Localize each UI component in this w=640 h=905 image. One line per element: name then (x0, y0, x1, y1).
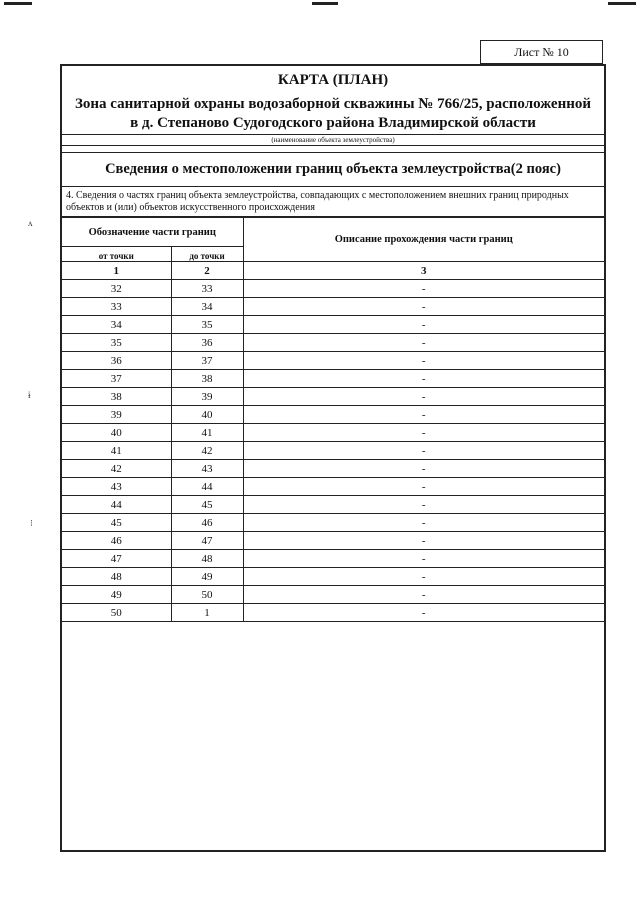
margin-mark: ⁝ (30, 518, 33, 528)
table-row (62, 586, 604, 604)
table-empty-space (62, 622, 604, 640)
cell-description: - (243, 298, 604, 316)
cell-description: - (243, 316, 604, 334)
cell-from-point: 41 (62, 442, 171, 460)
cell-description: - (243, 460, 604, 478)
table-row (62, 334, 604, 352)
table-row (62, 550, 604, 568)
cell-from-point: 45 (62, 514, 171, 532)
cell-to-point: 41 (171, 424, 243, 442)
table-row (62, 496, 604, 514)
cell-from-point: 46 (62, 532, 171, 550)
cell-description: - (243, 586, 604, 604)
cell-description: - (243, 352, 604, 370)
cell-to-point: 48 (171, 550, 243, 568)
cell-from-point: 39 (62, 406, 171, 424)
cell-description: - (243, 280, 604, 298)
document-title: КАРТА (ПЛАН) (277, 72, 389, 88)
cell-to-point: 42 (171, 442, 243, 460)
document-subtitle: Зона санитарной охраны водозаборной скважины № 766/25, расположенной в д. Степаново Судогодского района Владимирской области (74, 96, 592, 131)
boundary-table (62, 217, 604, 639)
cell-description: - (243, 334, 604, 352)
cell-from-point: 37 (62, 370, 171, 388)
cell-from-point: 44 (62, 496, 171, 514)
header-description: Описание прохождения части границ (243, 218, 604, 262)
cell-from-point: 34 (62, 316, 171, 334)
table-row (62, 352, 604, 370)
column-number: 2 (171, 262, 243, 280)
table-row (62, 316, 604, 334)
cell-from-point: 48 (62, 568, 171, 586)
scan-mark-left (4, 2, 32, 5)
table-row (62, 568, 604, 586)
column-number: 1 (62, 262, 171, 280)
cell-to-point: 46 (171, 514, 243, 532)
cell-to-point: 40 (171, 406, 243, 424)
cell-description: - (243, 568, 604, 586)
cell-to-point: 37 (171, 352, 243, 370)
cell-to-point: 43 (171, 460, 243, 478)
cell-from-point: 40 (62, 424, 171, 442)
cell-description: - (243, 406, 604, 424)
cell-to-point: 36 (171, 334, 243, 352)
document-frame (60, 64, 606, 852)
margin-mark: ɨ (28, 390, 31, 400)
table-row (62, 424, 604, 442)
cell-description: - (243, 424, 604, 442)
cell-from-point: 43 (62, 478, 171, 496)
section-note: 4. Сведения о частях границ объекта землеустройства, совпадающих с местоположением внешних границ природных объектов и (или) объектов искусственного происхождения (62, 187, 604, 217)
empty-area (62, 622, 604, 640)
cell-to-point: 39 (171, 388, 243, 406)
cell-to-point: 38 (171, 370, 243, 388)
table-row (62, 532, 604, 550)
cell-to-point: 50 (171, 586, 243, 604)
object-caption: (наименование объекта землеустройства) (62, 134, 604, 145)
cell-from-point: 35 (62, 334, 171, 352)
cell-from-point: 36 (62, 352, 171, 370)
cell-to-point: 49 (171, 568, 243, 586)
table-row (62, 442, 604, 460)
cell-from-point: 47 (62, 550, 171, 568)
margin-mark: ᴧ (28, 218, 33, 228)
cell-description: - (243, 370, 604, 388)
cell-to-point: 1 (171, 604, 243, 622)
scan-mark-right (608, 2, 636, 5)
header-to-point: до точки (171, 247, 243, 262)
cell-from-point: 32 (62, 280, 171, 298)
cell-from-point: 42 (62, 460, 171, 478)
section-title: Сведения о местоположении границ объекта землеустройства(2 пояс) (62, 152, 604, 187)
cell-description: - (243, 478, 604, 496)
title-block (62, 66, 604, 146)
table-row (62, 370, 604, 388)
cell-to-point: 47 (171, 532, 243, 550)
cell-from-point: 50 (62, 604, 171, 622)
cell-description: - (243, 604, 604, 622)
sheet-number: Лист № 10 (480, 40, 603, 64)
header-from-point: от точки (62, 247, 171, 262)
header-boundary-designation: Обозначение части границ (62, 218, 243, 247)
cell-to-point: 35 (171, 316, 243, 334)
scan-mark-center (312, 2, 338, 5)
cell-to-point: 34 (171, 298, 243, 316)
table-row (62, 478, 604, 496)
table-row (62, 406, 604, 424)
cell-description: - (243, 388, 604, 406)
cell-description: - (243, 532, 604, 550)
table-row (62, 298, 604, 316)
table-row (62, 460, 604, 478)
table-row (62, 604, 604, 622)
table-row (62, 280, 604, 298)
cell-description: - (243, 442, 604, 460)
cell-description: - (243, 496, 604, 514)
cell-from-point: 33 (62, 298, 171, 316)
cell-from-point: 38 (62, 388, 171, 406)
cell-description: - (243, 550, 604, 568)
cell-from-point: 49 (62, 586, 171, 604)
cell-to-point: 33 (171, 280, 243, 298)
column-number: 3 (243, 262, 604, 280)
table-row (62, 388, 604, 406)
cell-to-point: 44 (171, 478, 243, 496)
cell-description: - (243, 514, 604, 532)
table-row (62, 514, 604, 532)
cell-to-point: 45 (171, 496, 243, 514)
